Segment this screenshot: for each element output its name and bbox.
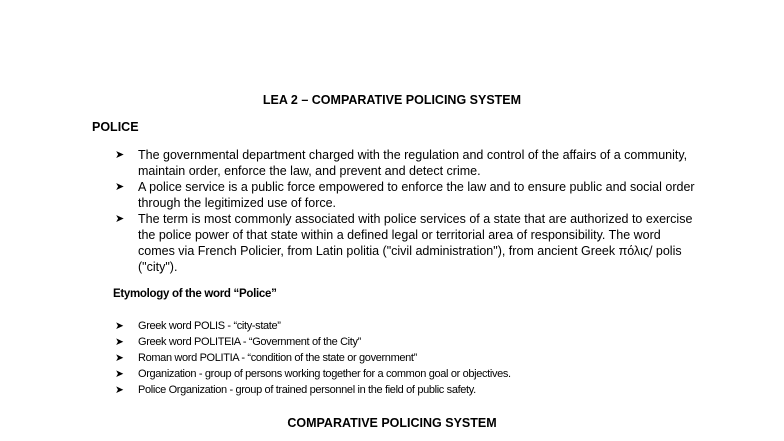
arrow-bullet-icon: ➤ (115, 320, 124, 332)
etymology-heading: Etymology of the word “Police” (113, 288, 277, 300)
list-item-text: Police Organization - group of trained personnel in the field of public safety. (138, 384, 476, 396)
arrow-bullet-icon: ➤ (115, 368, 124, 380)
list-item-text: The governmental department charged with the regulation and control of the affairs of a community, maintain order, enforce the law, and prevent and detect crime. (138, 148, 688, 178)
list-item (0, 382, 511, 398)
list-item-text: Greek word POLITEIA - “Government of the City” (138, 336, 361, 348)
arrow-bullet-icon: ➤ (115, 352, 124, 364)
list-item (0, 366, 511, 382)
police-definition-list (0, 147, 698, 275)
list-item (0, 211, 698, 275)
list-item (0, 334, 511, 350)
list-item-text: Greek word POLIS - “city-state” (138, 320, 281, 332)
list-item-text: Organization - group of persons working together for a common goal or objectives. (138, 368, 511, 380)
list-item-text: The term is most commonly associated with police services of a state that are authorized to exercise the police power of that state within a defined legal or territorial area of responsibility. The word comes via French Policier, from Latin politia ("civil administration"), from ancient Greek πόλις/ polis ("city"). (138, 212, 693, 274)
arrow-bullet-icon: ➤ (115, 149, 125, 161)
list-item (0, 318, 511, 334)
arrow-bullet-icon: ➤ (115, 181, 125, 193)
section-heading-police: POLICE (92, 120, 139, 134)
arrow-bullet-icon: ➤ (115, 384, 124, 396)
document-title: LEA 2 – COMPARATIVE POLICING SYSTEM (262, 93, 522, 107)
arrow-bullet-icon: ➤ (115, 213, 125, 225)
etymology-list (0, 318, 511, 398)
list-item (0, 350, 511, 366)
section-title-comparative-policing: COMPARATIVE POLICING SYSTEM (287, 416, 497, 430)
list-item (0, 179, 698, 211)
list-item (0, 147, 698, 179)
list-item-text: Roman word POLITIA - “condition of the state or government” (138, 352, 417, 364)
arrow-bullet-icon: ➤ (115, 336, 124, 348)
list-item-text: A police service is a public force empowered to enforce the law and to ensure public and social order through the legitimized use of force. (138, 180, 695, 210)
